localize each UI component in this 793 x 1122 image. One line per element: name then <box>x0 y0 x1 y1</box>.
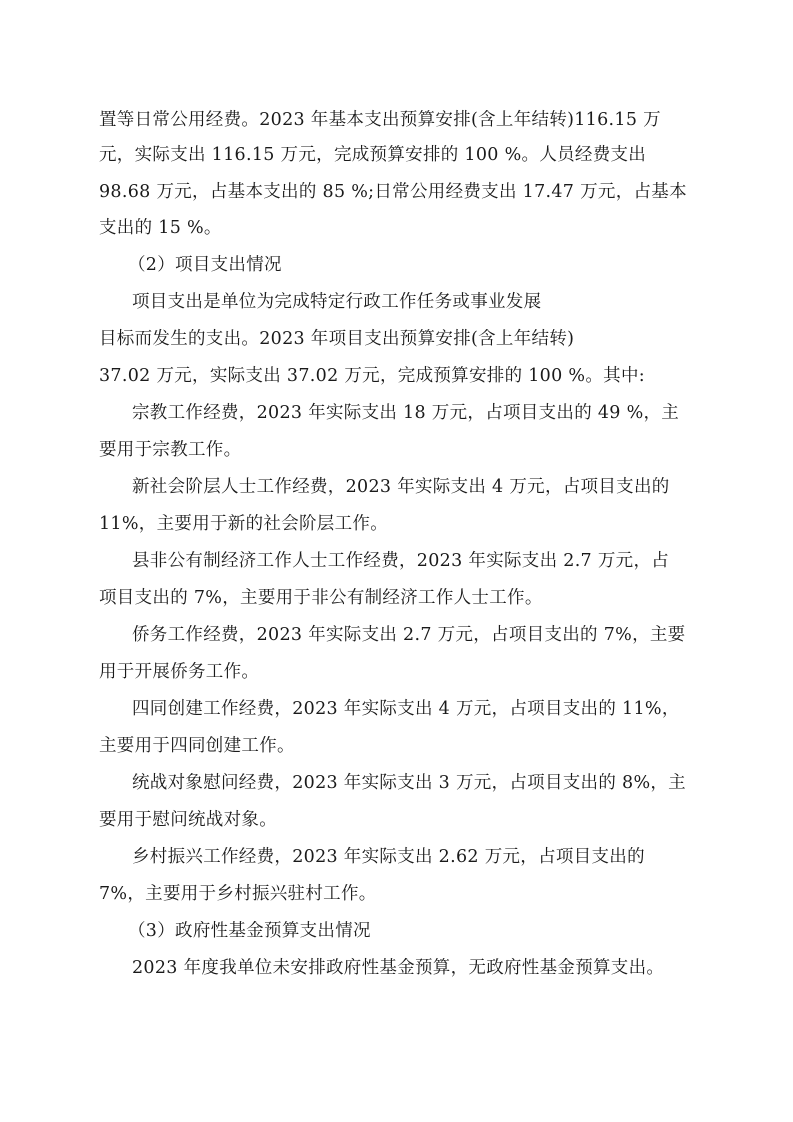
text-line: 置等日常公用经费。2023 年基本支出预算安排(含上年结转)116.15 万 <box>99 110 661 130</box>
text-line: 支出的 15 %。 <box>99 218 222 238</box>
text-line: 11%，主要用于新的社会阶层工作。 <box>99 514 388 534</box>
text-line: 县非公有制经济工作人士工作经费，2023 年实际支出 2.7 万元，占 <box>132 551 670 571</box>
section-heading: （3）政府性基金预算支出情况 <box>128 921 371 941</box>
text-line: 侨务工作经费，2023 年实际支出 2.7 万元，占项目支出的 7%，主要 <box>132 625 686 645</box>
text-line: 元，实际支出 116.15 万元，完成预算安排的 100 %。人员经费支出 <box>99 145 647 165</box>
text-line: 7%，主要用于乡村振兴驻村工作。 <box>99 884 377 904</box>
text-line: 项目支出是单位为完成特定行政工作任务或事业发展 <box>132 292 542 312</box>
text-line: 37.02 万元，实际支出 37.02 万元，完成预算安排的 100 %。其中: <box>99 366 645 386</box>
text-line: 乡村振兴工作经费，2023 年实际支出 2.62 万元，占项目支出的 <box>132 847 645 867</box>
text-line: 主要用于四同创建工作。 <box>99 736 295 756</box>
text-line: 2023 年度我单位未安排政府性基金预算，无政府性基金预算支出。 <box>132 958 665 978</box>
text-line: 宗教工作经费，2023 年实际支出 18 万元，占项目支出的 49 %，主 <box>132 403 680 423</box>
text-line: 项目支出的 7%，主要用于非公有制经济工作人士工作。 <box>99 588 543 608</box>
text-line: 四同创建工作经费，2023 年实际支出 4 万元，占项目支出的 11%， <box>132 699 680 719</box>
text-line: 要用于宗教工作。 <box>99 440 242 460</box>
section-heading: （2）项目支出情况 <box>128 255 282 275</box>
text-line: 统战对象慰问经费，2023 年实际支出 3 万元，占项目支出的 8%，主 <box>132 773 686 793</box>
text-line: 目标而发生的支出。2023 年项目支出预算安排(含上年结转) <box>99 329 575 349</box>
text-line: 新社会阶层人士工作经费，2023 年实际支出 4 万元，占项目支出的 <box>132 477 670 497</box>
text-line: 98.68 万元，占基本支出的 85 %;日常公用经费支出 17.47 万元，占基本 <box>99 182 687 202</box>
text-line: 要用于慰问统战对象。 <box>99 810 277 830</box>
text-line: 用于开展侨务工作。 <box>99 662 260 682</box>
